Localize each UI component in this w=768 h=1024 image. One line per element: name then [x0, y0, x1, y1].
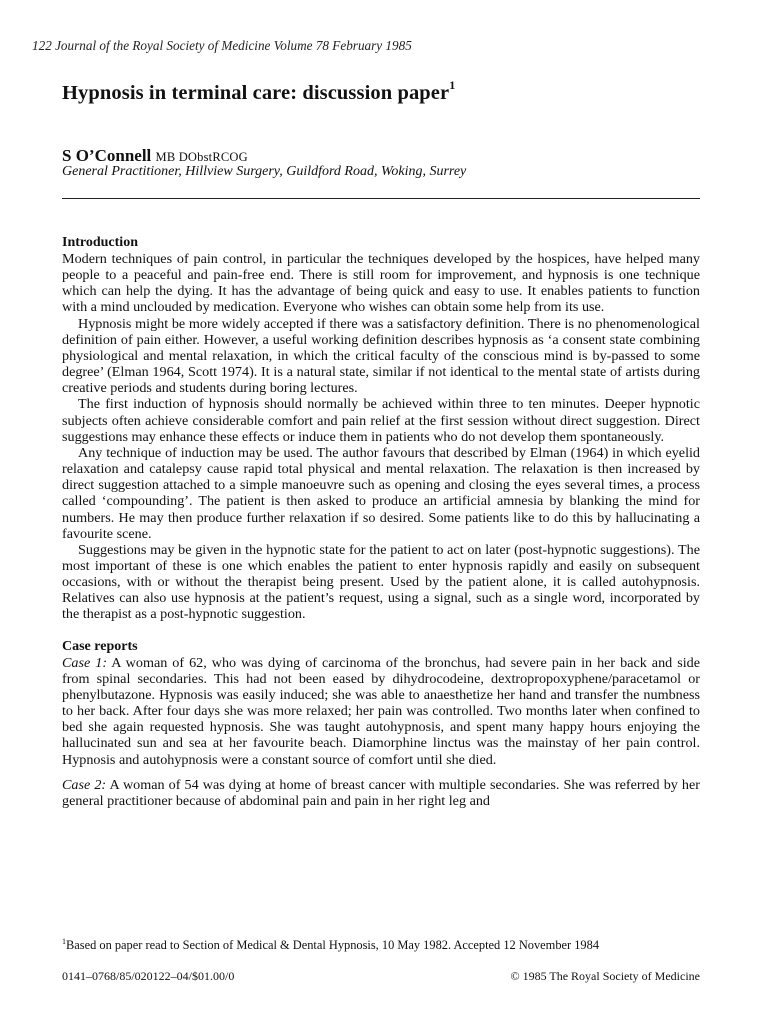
article-title-text: Hypnosis in terminal care: discussion paper — [62, 81, 450, 104]
case-label: Case 2: — [62, 776, 107, 793]
running-head: 122 Journal of the Royal Society of Medicine Volume 78 February 1985 — [32, 38, 412, 53]
case-report-2 — [62, 777, 700, 809]
section-spacer — [62, 623, 700, 639]
intro-paragraph: Suggestions may be given in the hypnotic state for the patient to act on later (post-hypnotic suggestions). The most important of these is one which enables the patient to enter hypnosis rapidly and easily on subsequent occasions, with or without the therapist being present. Used by the patient alone, it is called autohypnosis. Relatives can also use hypnosis at the patient’s request, using a signal, such as a single word, incorporated by the therapist as a post-hypnotic suggestion. — [62, 541, 700, 623]
intro-paragraph: Hypnosis might be more widely accepted if there was a satisfactory definition. There is no phenomenological definition of pain either. However, a useful working definition describes hypnosis as ‘a consent state combining physiological and mental relaxation, in which the critical faculty of the conscious mind is by-passed to some degree’ (Elman 1964, Scott 1974). It is a natural state, similar if not identical to the mental state of artists during creative periods and students during boring lectures. — [62, 315, 700, 397]
case-label: Case 1: — [62, 654, 108, 671]
case-text: A woman of 62, who was dying of carcinoma of the bronchus, had severe pain in her back and side from spinal secondaries. This had not been eased by dihydrocodeine, dextropropoxyphene/paracetamol or phenylbutazone. Hypnosis was easily induced; she was able to anaesthetize her hand and transfer the numbness to her back. After four days she was more relaxed; her pain was controlled. Two months later when confined to bed she again requested hypnosis. She was taught autohypnosis, and spent many happy hours enjoying the hallucinated sun and sea at her favourite beach. Diamorphine linctus was the mainstay of her pain control. Hypnosis and autohypnosis were a constant source of comfort until she died. — [62, 654, 700, 768]
article-title — [62, 80, 455, 105]
author-name: S O’Connell — [62, 146, 152, 165]
footnote-text: Based on paper read to Section of Medical & Dental Hypnosis, 10 May 1982. Accepted 12 November 1984 — [66, 938, 600, 953]
case-spacer — [62, 768, 700, 777]
author-qualifications: MB DObstRCOG — [155, 150, 248, 164]
author-line — [62, 146, 248, 166]
case-report-1 — [62, 655, 700, 768]
intro-paragraph: Any technique of induction may be used. The author favours that described by Elman (1964) in which eyelid relaxation and catalepsy cause rapid total physical and mental relaxation. The relaxation is then increased by direct suggestion attached to a simple manoeuvre such as opening and closing the eyes several times, a process called ‘compounding’. The patient is then asked to produce an artificial amnesia by blanking the mind for numbers. He may then produce further relaxation if so desired. Some patients like to do this by hallucinating a favourite scene. — [62, 444, 700, 542]
section-heading-case-reports: Case reports — [62, 638, 138, 654]
footnote-marker: 1 — [62, 937, 66, 946]
copyright-notice: © 1985 The Royal Society of Medicine — [510, 969, 700, 983]
article-code: 0141–0768/85/020122–04/$01.00/0 — [62, 969, 235, 983]
intro-paragraph: Modern techniques of pain control, in particular the techniques developed by the hospices, have helped many people to a peaceful and pain-free end. There is still room for improvement, and hypnosis is one technique which can help the dying. It has the advantage of being quick and easy to use. It enables patients to function with a mind unclouded by medication. Everyone who wishes can obtain some help from its use. — [62, 251, 700, 316]
author-affiliation: General Practitioner, Hillview Surgery, Guildford Road, Woking, Surrey — [62, 164, 467, 179]
case-text: A woman of 54 was dying at home of breast cancer with multiple secondaries. She was referred by her general practitioner because of abdominal pain and pain in her right leg and — [62, 776, 700, 809]
journal-page — [32, 0, 700, 1024]
section-heading-introduction: Introduction — [62, 235, 138, 250]
article-body — [62, 235, 700, 809]
page-footer — [62, 969, 700, 984]
header-divider — [62, 198, 700, 199]
intro-paragraph: The first induction of hypnosis should normally be achieved within three to ten minutes. Deeper hypnotic subjects often achieve considerable comfort and pain relief at the first session without direct suggestion. Direct suggestions may enhance these effects or induce them in patients who do not develop them spontaneously. — [62, 396, 700, 445]
footnote — [62, 937, 700, 953]
title-footnote-marker: 1 — [449, 78, 456, 92]
